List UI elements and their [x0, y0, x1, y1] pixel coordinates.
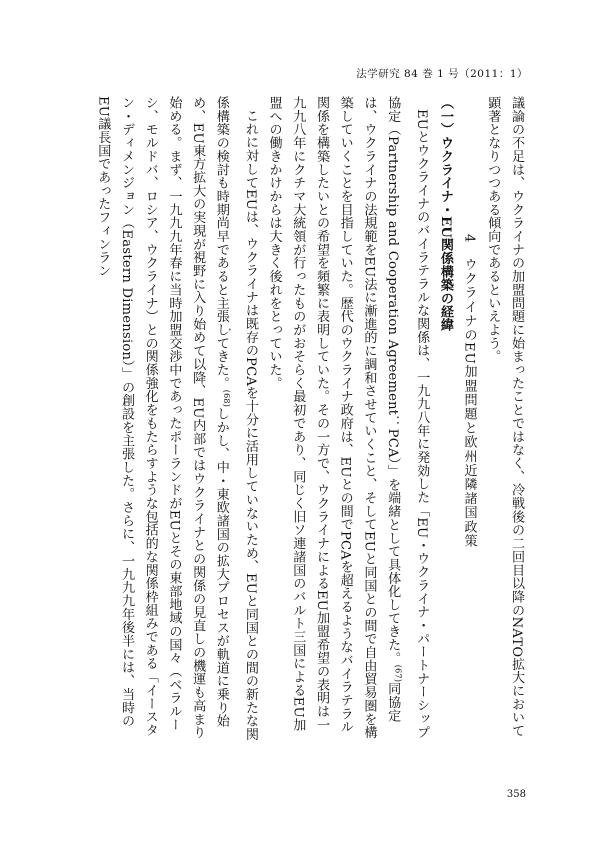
stray-mark: • — [228, 327, 232, 334]
paragraph-text: 同協定は、ウクライナの法規範をEU法に漸進的に調和させていくこと、そしてEUと同国との間で自由貿易圏を構築していくことを目指していた。歴代のウクライナ政府は、EUとの間でPCAを超えるようなバイラテラル関係を構築したいとの希望を頻繁に表明していた。その一方で、ウクライナによるEU加盟希望の表明は一九九八年にクチマ大統領が行ったものがおそらく最初であり、同じく旧ソ連諸国のバルト三国によるEU加盟への働きかけからは大きく後れをとっていた。 — [266, 96, 401, 739]
paragraph-text: これに対してEUは、ウクライナは既存のPCAを十分に活用していないため、EUと同国との間の新たな関係構築の検討も時期尚早であると主張してきた。 — [213, 96, 258, 742]
running-header: 法学研究 84 巻 1 号（2011：1） — [356, 68, 528, 80]
footnote-ref-67[interactable]: (67) — [393, 664, 403, 683]
footnote-ref-68[interactable]: (68) — [222, 389, 232, 408]
intro-paragraph: 議論の不足は、ウクライナの加盟問題に始まったことではなく、冷戦後の二回目以降のNATO拡大において顕著となりつつある傾向であるといえよう。 — [485, 96, 524, 738]
paragraph-text: しかし、中・東欧諸国の拡大プロセスが軌道に乗り始め、EU東方拡大の実現が視野に入り始めて以降、EU内部ではウクライナとの関係の見直しの機運も高まり始める。まず、一九九九年春に当時加盟交渉中であったポーランドがEUとその東部地域の国々（ベラルーシ、モルドバ、ロシア、ウクライナ）との関係強化をもたらすような包括的な関係枠組みである「イースタン・ディメンジョン（Eastern Dimension）」の創設を主張した。さらに、一九九九年後半には、当時のEU議長国であったフィンラン — [95, 96, 229, 739]
article-body — [91, 96, 528, 742]
section-heading: （一）ウクライナ・EU関係構築の経緯 — [437, 96, 453, 332]
paragraph-text: EUとウクライナのバイラテラルな関係は、一九九八年に発効した「EU・ウクライナ・パートナーシップ協定（Partnership and Cooperation Agreement：PCA）」を端緒として具体化してきた。 — [385, 96, 430, 739]
paragraph-eu-ukraine-relations — [262, 96, 433, 742]
page-number: 358 — [506, 789, 526, 800]
paragraph-eu-response — [91, 96, 262, 742]
chapter-heading: 4 ウクライナのEU加盟問題と欧州近隣諸国政策 — [461, 233, 477, 548]
